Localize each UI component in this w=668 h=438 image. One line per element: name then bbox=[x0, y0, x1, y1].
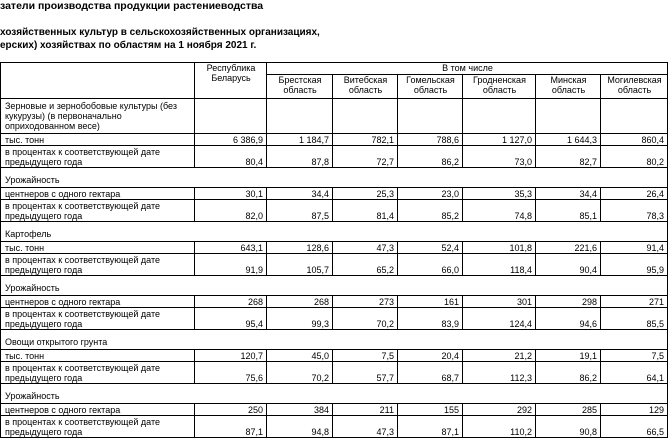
value-cell: 1 184,7 bbox=[267, 134, 333, 146]
table-row bbox=[1, 404, 668, 416]
value-cell: 65,2 bbox=[333, 254, 398, 276]
value-cell: 82,0 bbox=[195, 200, 267, 222]
value-cell: 85,2 bbox=[398, 200, 463, 222]
value-cell: 268 bbox=[267, 296, 333, 308]
value-cell: 34,4 bbox=[267, 188, 333, 200]
empty-cell bbox=[463, 99, 536, 134]
value-cell: 21,2 bbox=[463, 350, 536, 362]
table-row bbox=[1, 416, 668, 438]
value-cell: 301 bbox=[463, 296, 536, 308]
value-cell: 90,8 bbox=[536, 416, 601, 438]
value-cell: 47,3 bbox=[333, 242, 398, 254]
value-cell: 6 386,9 bbox=[195, 134, 267, 146]
section-label: Урожайность bbox=[1, 168, 668, 188]
value-cell: 83,9 bbox=[398, 308, 463, 330]
document-title: затели производства продукции растениеводства bbox=[0, 0, 264, 12]
section-label: Урожайность bbox=[1, 276, 668, 296]
value-cell: 66,5 bbox=[601, 416, 668, 438]
value-cell: 87,8 bbox=[267, 146, 333, 168]
value-cell: 81,4 bbox=[333, 200, 398, 222]
section-label: Зерновые и зернобобовые культуры (без кукурузы) (в первоначально оприходованном весе) bbox=[1, 99, 195, 134]
section-row bbox=[1, 384, 668, 404]
value-cell: 80,2 bbox=[601, 146, 668, 168]
section-label: Картофель bbox=[1, 222, 668, 242]
empty-cell bbox=[267, 99, 333, 134]
table-row bbox=[1, 188, 668, 200]
value-cell: 273 bbox=[333, 296, 398, 308]
row-label: центнеров с одного гектара bbox=[1, 296, 195, 308]
value-cell: 72,7 bbox=[333, 146, 398, 168]
value-cell: 34,4 bbox=[536, 188, 601, 200]
value-cell: 221,6 bbox=[536, 242, 601, 254]
value-cell: 271 bbox=[601, 296, 668, 308]
row-label: в процентах к соответствующей дате предыдущего года bbox=[1, 416, 195, 438]
empty-cell bbox=[195, 99, 267, 134]
value-cell: 292 bbox=[463, 404, 536, 416]
value-cell: 20,4 bbox=[398, 350, 463, 362]
table-row bbox=[1, 350, 668, 362]
value-cell: 80,4 bbox=[195, 146, 267, 168]
table-row bbox=[1, 308, 668, 330]
value-cell: 161 bbox=[398, 296, 463, 308]
value-cell: 87,5 bbox=[267, 200, 333, 222]
value-cell: 101,8 bbox=[463, 242, 536, 254]
value-cell: 128,6 bbox=[267, 242, 333, 254]
value-cell: 298 bbox=[536, 296, 601, 308]
table-row bbox=[1, 200, 668, 222]
value-cell: 19,1 bbox=[536, 350, 601, 362]
section-row bbox=[1, 99, 668, 134]
table-caption bbox=[0, 26, 320, 52]
value-cell: 788,6 bbox=[398, 134, 463, 146]
section-row bbox=[1, 330, 668, 350]
value-cell: 99,3 bbox=[267, 308, 333, 330]
value-cell: 94,8 bbox=[267, 416, 333, 438]
header-republic: Республика Беларусь bbox=[195, 63, 267, 99]
value-cell: 1 644,3 bbox=[536, 134, 601, 146]
header-region: Витебская область bbox=[333, 75, 398, 99]
row-label: тыс. тонн bbox=[1, 134, 195, 146]
table-row bbox=[1, 134, 668, 146]
value-cell: 74,8 bbox=[463, 200, 536, 222]
section-label: Овощи открытого грунта bbox=[1, 330, 668, 350]
header-region: Могилевская область bbox=[601, 75, 668, 99]
value-cell: 85,1 bbox=[536, 200, 601, 222]
value-cell: 90,4 bbox=[536, 254, 601, 276]
row-label: в процентах к соответствующей дате предыдущего года bbox=[1, 146, 195, 168]
row-label: тыс. тонн bbox=[1, 242, 195, 254]
value-cell: 129 bbox=[601, 404, 668, 416]
value-cell: 643,1 bbox=[195, 242, 267, 254]
value-cell: 91,4 bbox=[601, 242, 668, 254]
value-cell: 268 bbox=[195, 296, 267, 308]
value-cell: 86,2 bbox=[398, 146, 463, 168]
value-cell: 860,4 bbox=[601, 134, 668, 146]
header-empty-cell bbox=[1, 63, 195, 99]
value-cell: 86,2 bbox=[536, 362, 601, 384]
value-cell: 82,7 bbox=[536, 146, 601, 168]
value-cell: 110,2 bbox=[463, 416, 536, 438]
value-cell: 35,3 bbox=[463, 188, 536, 200]
value-cell: 91,9 bbox=[195, 254, 267, 276]
section-row bbox=[1, 276, 668, 296]
value-cell: 7,5 bbox=[333, 350, 398, 362]
value-cell: 118,4 bbox=[463, 254, 536, 276]
value-cell: 52,4 bbox=[398, 242, 463, 254]
header-region: Минская область bbox=[536, 75, 601, 99]
value-cell: 782,1 bbox=[333, 134, 398, 146]
row-label: в процентах к соответствующей дате предыдущего года bbox=[1, 200, 195, 222]
value-cell: 7,5 bbox=[601, 350, 668, 362]
value-cell: 78,3 bbox=[601, 200, 668, 222]
value-cell: 23,0 bbox=[398, 188, 463, 200]
value-cell: 68,7 bbox=[398, 362, 463, 384]
row-label: в процентах к соответствующей дате предыдущего года bbox=[1, 254, 195, 276]
table-caption-line1: хозяйственных культур в сельскохозяйственных организациях, bbox=[0, 27, 320, 38]
table-row bbox=[1, 146, 668, 168]
value-cell: 57,7 bbox=[333, 362, 398, 384]
value-cell: 95,4 bbox=[195, 308, 267, 330]
value-cell: 70,2 bbox=[333, 308, 398, 330]
value-cell: 124,4 bbox=[463, 308, 536, 330]
value-cell: 73,0 bbox=[463, 146, 536, 168]
value-cell: 87,1 bbox=[195, 416, 267, 438]
value-cell: 112,3 bbox=[463, 362, 536, 384]
header-region: Гродненская область bbox=[463, 75, 536, 99]
header-in-total: В том числе bbox=[267, 63, 668, 75]
value-cell: 70,2 bbox=[267, 362, 333, 384]
empty-cell bbox=[333, 99, 398, 134]
table-row bbox=[1, 362, 668, 384]
value-cell: 64,1 bbox=[601, 362, 668, 384]
value-cell: 120,7 bbox=[195, 350, 267, 362]
table-row bbox=[1, 296, 668, 308]
row-label: в процентах к соответствующей дате предыдущего года bbox=[1, 308, 195, 330]
empty-cell bbox=[601, 99, 668, 134]
value-cell: 105,7 bbox=[267, 254, 333, 276]
value-cell: 94,6 bbox=[536, 308, 601, 330]
row-label: центнеров с одного гектара bbox=[1, 188, 195, 200]
value-cell: 155 bbox=[398, 404, 463, 416]
value-cell: 26,4 bbox=[601, 188, 668, 200]
section-row bbox=[1, 168, 668, 188]
value-cell: 211 bbox=[333, 404, 398, 416]
value-cell: 95,9 bbox=[601, 254, 668, 276]
value-cell: 85,5 bbox=[601, 308, 668, 330]
value-cell: 25,3 bbox=[333, 188, 398, 200]
value-cell: 66,0 bbox=[398, 254, 463, 276]
value-cell: 384 bbox=[267, 404, 333, 416]
table-row bbox=[1, 242, 668, 254]
value-cell: 30,1 bbox=[195, 188, 267, 200]
section-row bbox=[1, 222, 668, 242]
value-cell: 45,0 bbox=[267, 350, 333, 362]
value-cell: 87,1 bbox=[398, 416, 463, 438]
value-cell: 285 bbox=[536, 404, 601, 416]
table-row bbox=[1, 254, 668, 276]
header-region: Брестская область bbox=[267, 75, 333, 99]
value-cell: 75,6 bbox=[195, 362, 267, 384]
value-cell: 250 bbox=[195, 404, 267, 416]
empty-cell bbox=[536, 99, 601, 134]
empty-cell bbox=[398, 99, 463, 134]
crop-production-table bbox=[0, 62, 668, 438]
value-cell: 1 127,0 bbox=[463, 134, 536, 146]
row-label: центнеров с одного гектара bbox=[1, 404, 195, 416]
header-region: Гомельская область bbox=[398, 75, 463, 99]
table-caption-line2: ерских) хозяйствах по областям на 1 ноября 2021 г. bbox=[0, 40, 257, 51]
section-label: Урожайность bbox=[1, 384, 668, 404]
value-cell: 47,3 bbox=[333, 416, 398, 438]
row-label: тыс. тонн bbox=[1, 350, 195, 362]
row-label: в процентах к соответствующей дате предыдущего года bbox=[1, 362, 195, 384]
